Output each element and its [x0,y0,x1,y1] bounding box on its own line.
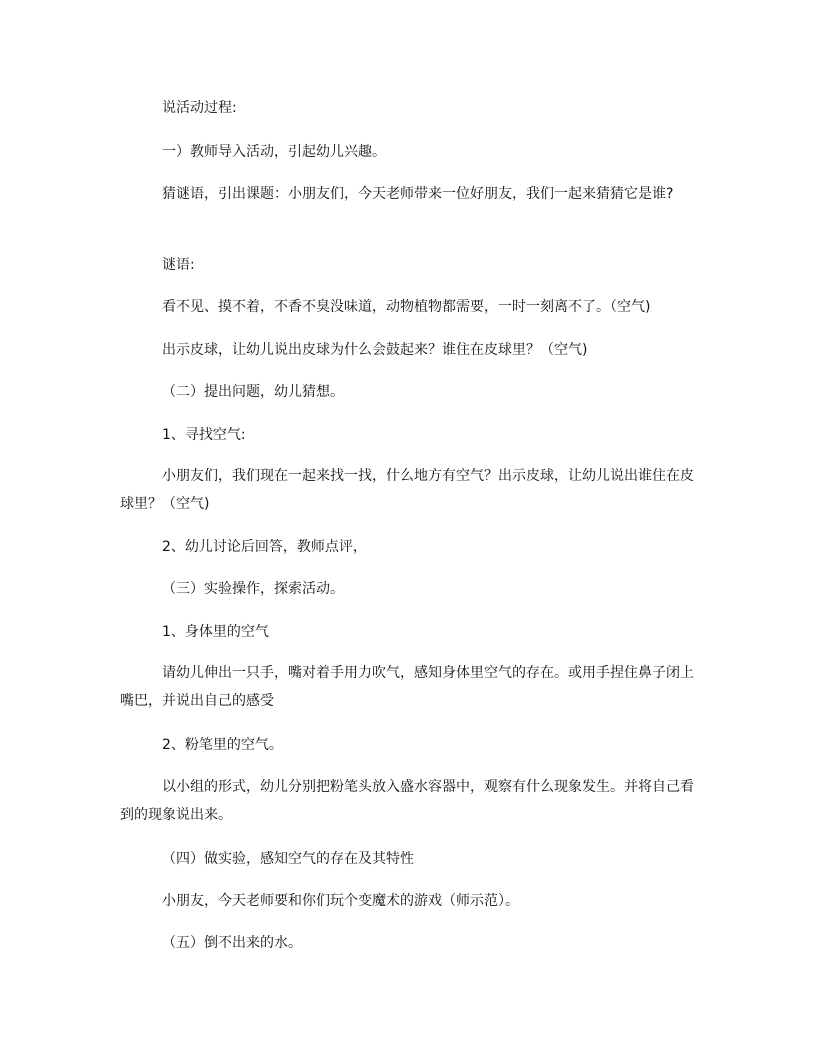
paragraph-section-two: （二）提出问题，幼儿猜想。 [162,384,344,400]
paragraph-section-four: （四）做实验，感知空气的存在及其特性 [162,851,414,867]
paragraph-body-air-text: 请幼儿伸出一只手，嘴对着手用力吹气，感知身体里空气的存在。或用手捏住鼻子闭上嘴巴，并说出自己的感受 [120,665,694,709]
paragraph-section-one: 一）教师导入活动，引起幼儿兴趣。 [162,144,386,160]
paragraph-activity-process-heading: 说活动过程: [162,100,237,116]
paragraph-body-air-label: 1、身体里的空气 [162,624,269,640]
paragraph-chalk-air-text: 以小组的形式，幼儿分别把粉笔头放入盛水容器中，观察有什么现象发生。并将自己看到的现象说出来。 [120,779,694,823]
paragraph-find-air-label: 1、寻找空气: [162,427,246,443]
paragraph-find-air-text: 小朋友们，我们现在一起来找一找，什么地方有空气？出示皮球，让幼儿说出谁住在皮球里？（空气) [120,468,694,512]
paragraph-riddle-intro: 猜谜语，引出课题：小朋友们，今天老师带来一位好朋友，我们一起来猜猜它是谁? [162,186,674,202]
paragraph-section-three: （三）实验操作，探索活动。 [162,581,344,597]
paragraph-section-five: （五）倒不出来的水。 [162,935,302,951]
paragraph-show-ball: 出示皮球，让幼儿说出皮球为什么会鼓起来？谁住在皮球里？（空气) [162,342,588,358]
paragraph-riddle-label: 谜语: [162,257,195,273]
paragraph-chalk-air-label: 2、粉笔里的空气。 [162,737,283,753]
paragraph-discussion: 2、幼儿讨论后回答，教师点评， [162,539,367,555]
paragraph-riddle-text: 看不见、摸不着，不香不臭没味道，动物植物都需要，一时一刻离不了。（空气) [162,299,651,315]
paragraph-magic-game: 小朋友，今天老师要和你们玩个变魔术的游戏（师示范）。 [162,893,519,909]
